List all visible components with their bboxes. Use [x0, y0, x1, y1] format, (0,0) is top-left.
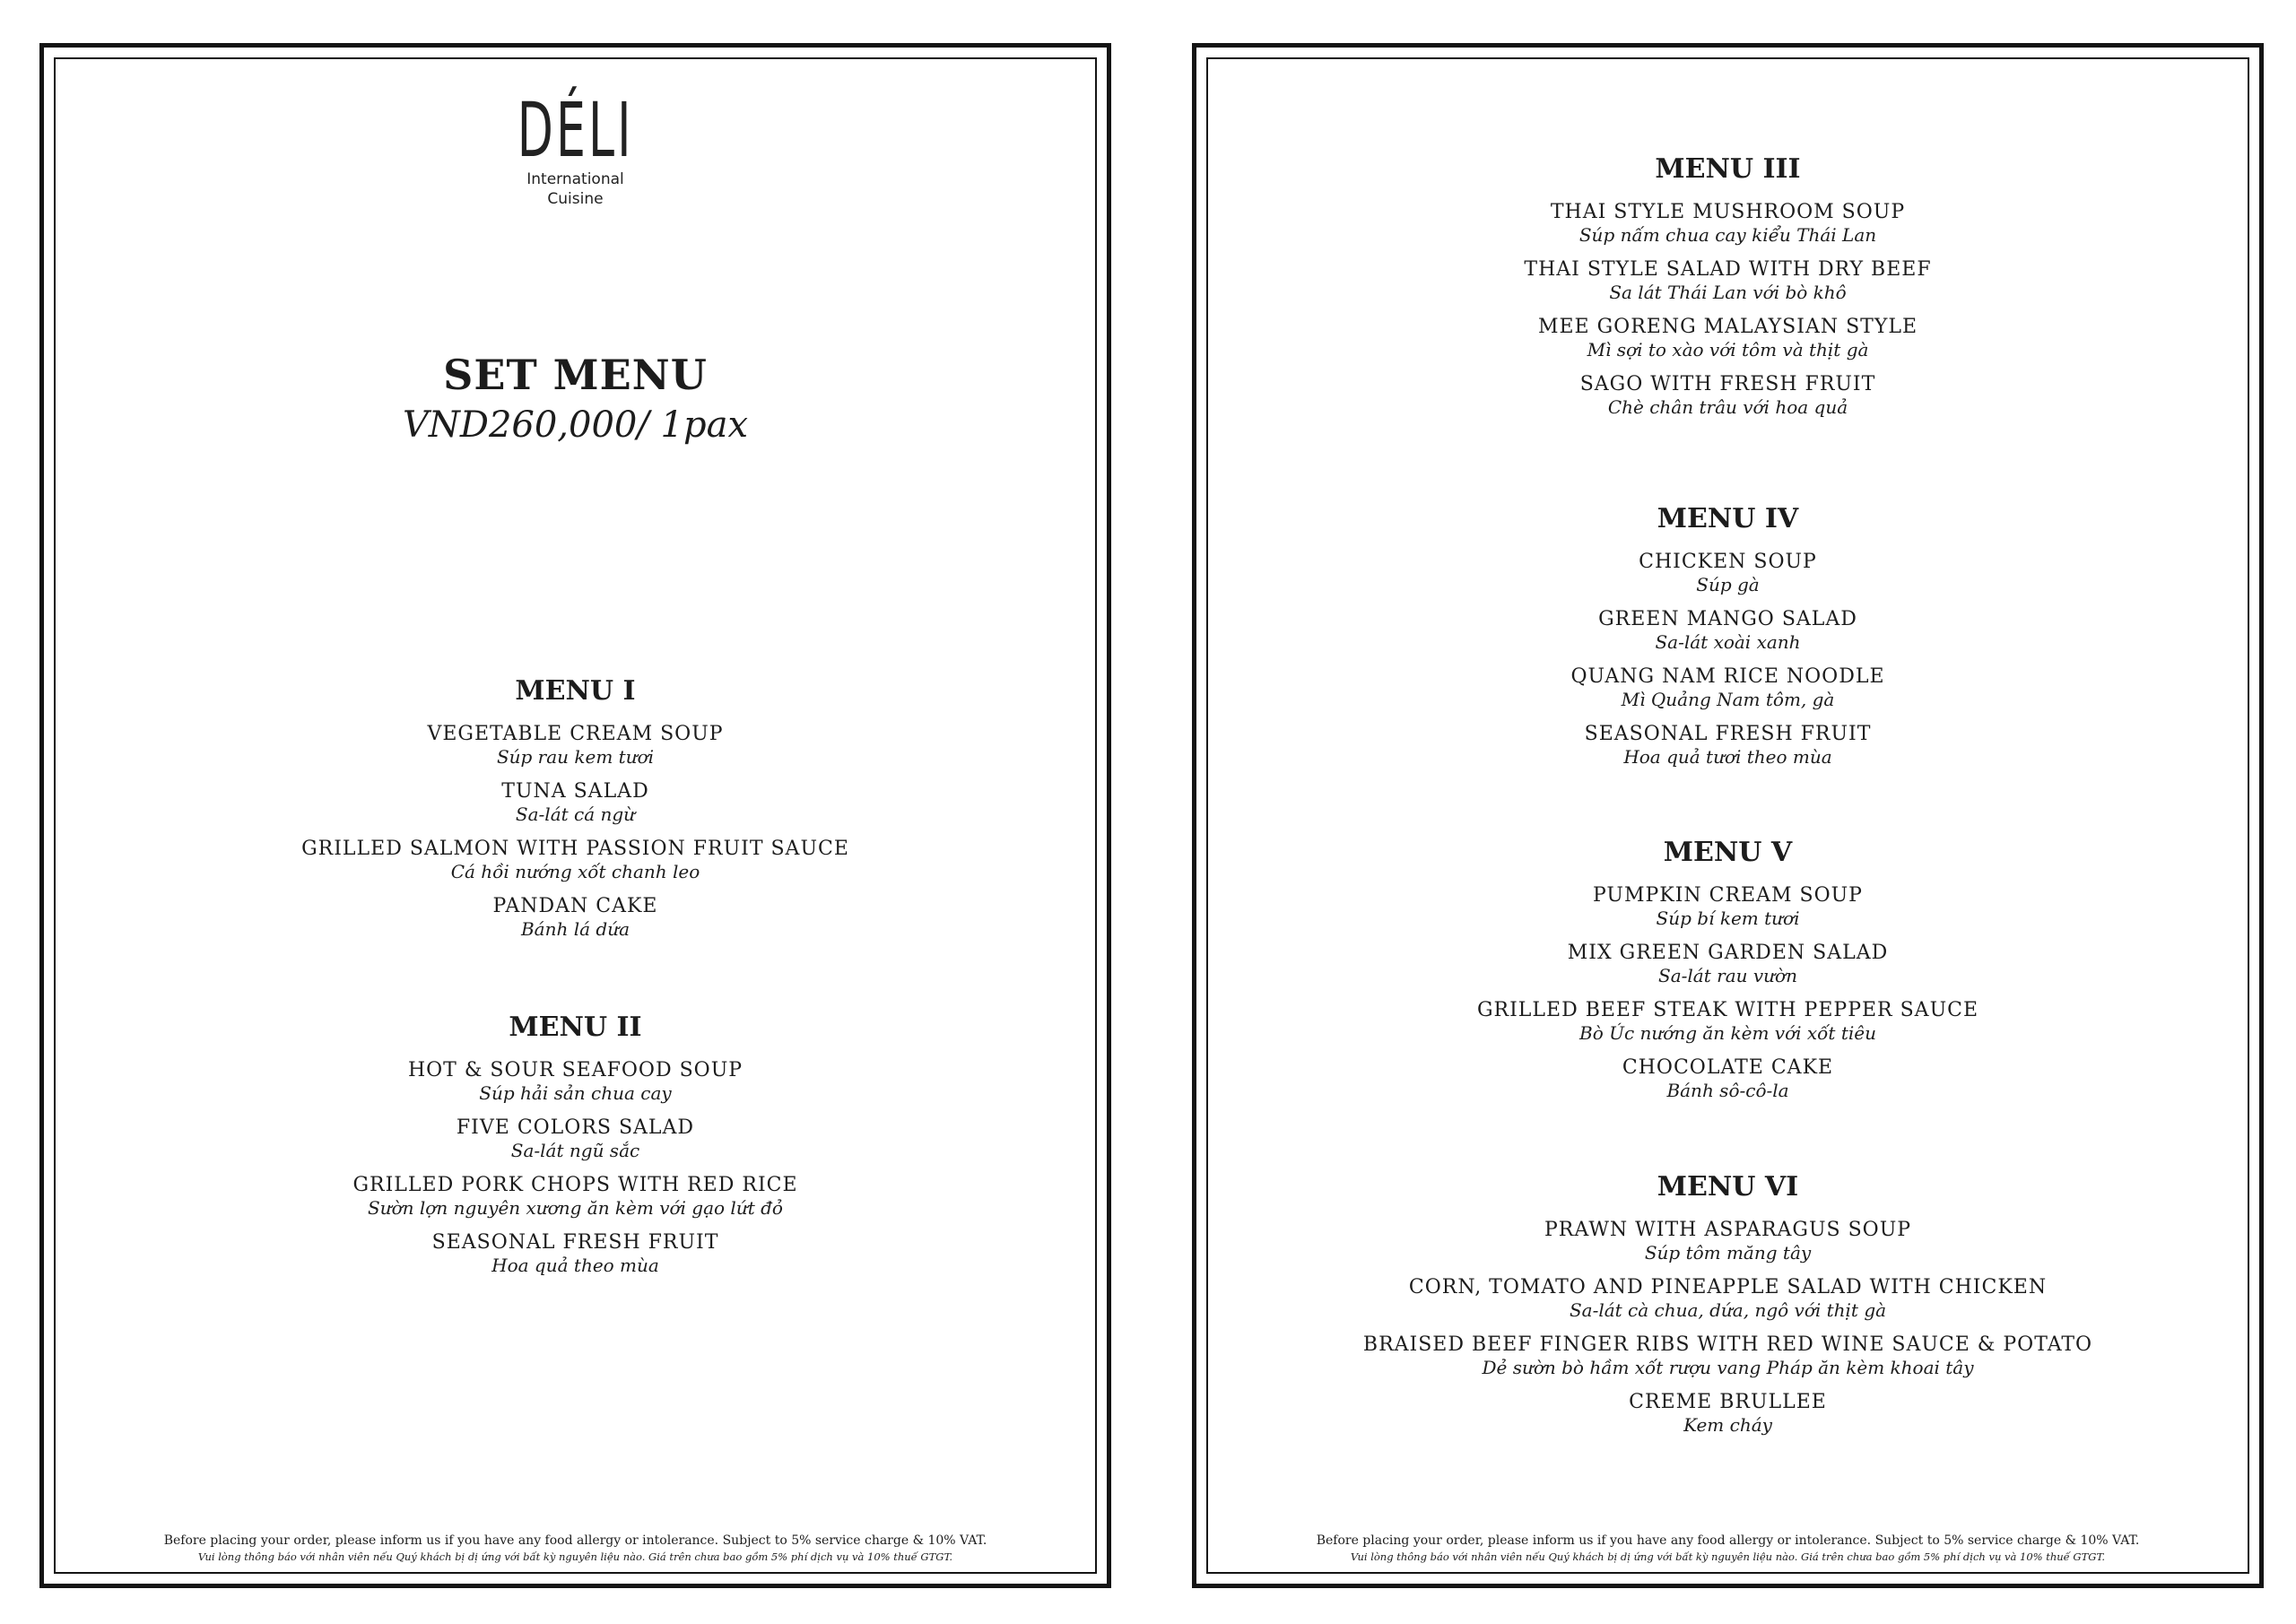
- dish-item: [1196, 1219, 2259, 1264]
- dish-item: [1196, 665, 2259, 710]
- dish-name-vn: Sườn lợn nguyên xương ăn kèm với gạo lứt đỏ: [368, 1197, 783, 1219]
- dish-item: [1196, 942, 2259, 986]
- dish-name-en: GRILLED PORK CHOPS WITH RED RICE: [352, 1174, 798, 1196]
- dish-name-vn: Súp nấm chua cay kiểu Thái Lan: [1578, 224, 1877, 246]
- dish-name-vn: Hoa quả theo mùa: [491, 1255, 659, 1276]
- dish-item: [1196, 1391, 2259, 1436]
- dish-item: [44, 1116, 1107, 1161]
- dish-name-vn: Sa-lát cà chua, dứa, ngô với thịt gà: [1569, 1299, 1887, 1321]
- allergy-notice-vn: Vui lòng thông báo với nhân viên nếu Quý khách bị dị ứng với bất kỳ nguyên liệu nào. Giá trên chưa bao gồm 5% phí dịch vụ và 10% thuế GTGT.: [197, 1550, 953, 1563]
- dish-name-en: VEGETABLE CREAM SOUP: [427, 723, 724, 745]
- dish-name-en: MEE GORENG MALAYSIAN STYLE: [1537, 316, 1918, 338]
- dish-name-vn: Súp gà: [1696, 574, 1760, 595]
- dish-name-en: CHICKEN SOUP: [1639, 551, 1817, 573]
- dish-name-vn: Hoa quả tươi theo mùa: [1623, 746, 1832, 768]
- dish-name-vn: Sa-lát xoài xanh: [1655, 631, 1801, 653]
- dish-name-vn: Súp hải sản chua cay: [479, 1082, 672, 1104]
- dish-name-en: PANDAN CAKE: [492, 895, 658, 917]
- menu-heading: MENU III: [1655, 153, 1801, 185]
- dish-name-vn: Bò Úc nướng ăn kèm với xốt tiêu: [1579, 1022, 1876, 1044]
- dish-name-vn: Súp bí kem tươi: [1656, 908, 1800, 929]
- dish-name-vn: Dẻ sườn bò hầm xốt rượu vang Pháp ăn kèm khoai tây: [1482, 1357, 1974, 1378]
- menu-page-right: [1192, 43, 2264, 1588]
- dish-name-en: FIVE COLORS SALAD: [456, 1116, 695, 1139]
- dish-name-vn: Cá hồi nướng xốt chanh leo: [450, 861, 700, 882]
- dish-name-vn: Súp tôm măng tây: [1644, 1242, 1812, 1264]
- dish-item: [1196, 884, 2259, 929]
- dish-name-en: QUANG NAM RICE NOODLE: [1570, 665, 1885, 688]
- dish-name-en: CREME BRULLEE: [1629, 1391, 1827, 1413]
- allergy-notice-en: Before placing your order, please inform us if you have any food allergy or intolerance. Subject to 5% service charge & 10% VAT.: [163, 1533, 987, 1548]
- dish-item: [44, 1059, 1107, 1104]
- dish-name-en: PRAWN WITH ASPARAGUS SOUP: [1544, 1219, 1912, 1241]
- allergy-notice: [44, 1532, 1107, 1564]
- dish-item: [1196, 608, 2259, 653]
- allergy-notice: [1196, 1532, 2259, 1564]
- deli-logo: [44, 86, 1107, 208]
- dish-name-en: SEASONAL FRESH FRUIT: [431, 1231, 719, 1254]
- menu-section: [1196, 837, 2259, 1114]
- dish-item: [1196, 1056, 2259, 1101]
- menu-section: [44, 675, 1107, 952]
- dish-item: [1196, 723, 2259, 768]
- menu-heading: MENU I: [515, 675, 636, 707]
- dish-name-vn: Bánh lá dứa: [520, 918, 631, 940]
- dish-item: [1196, 201, 2259, 246]
- dish-item: [1196, 1276, 2259, 1321]
- dish-name-vn: Sa lát Thái Lan với bò khô: [1609, 282, 1847, 303]
- dish-name-vn: Sa-lát rau vườn: [1658, 965, 1797, 986]
- dish-item: [44, 1231, 1107, 1276]
- dish-item: [44, 838, 1107, 882]
- dish-name-vn: Kem cháy: [1683, 1414, 1772, 1436]
- dish-item: [44, 1174, 1107, 1219]
- set-menu-price: VND260,000/ 1pax: [402, 404, 749, 446]
- dish-item: [1196, 258, 2259, 303]
- dish-item: [1196, 316, 2259, 360]
- menu-heading: MENU IV: [1657, 503, 1799, 534]
- dish-name-en: THAI STYLE MUSHROOM SOUP: [1550, 201, 1906, 223]
- menu-page-left: [39, 43, 1111, 1588]
- logo-subtitle-line2: Cuisine: [547, 190, 604, 208]
- dish-item: [44, 723, 1107, 768]
- menu-section: [44, 1012, 1107, 1289]
- menu-section: [1196, 153, 2259, 430]
- dish-item: [1196, 1333, 2259, 1378]
- menu-heading: MENU V: [1663, 837, 1793, 868]
- logo-subtitle-line1: International: [526, 170, 624, 188]
- dish-name-vn: Súp rau kem tươi: [496, 746, 655, 768]
- dish-name-en: CHOCOLATE CAKE: [1622, 1056, 1834, 1079]
- menu-heading: MENU VI: [1657, 1171, 1799, 1203]
- dish-name-en: GRILLED SALMON WITH PASSION FRUIT SAUCE: [301, 838, 849, 860]
- dish-name-vn: Sa-lát cá ngừ: [515, 803, 636, 825]
- dish-name-vn: Chè chân trâu với hoa quả: [1607, 396, 1848, 418]
- dish-name-en: BRAISED BEEF FINGER RIBS WITH RED WINE SAUCE & POTATO: [1362, 1333, 2093, 1356]
- dish-item: [1196, 999, 2259, 1044]
- dish-item: [1196, 373, 2259, 418]
- set-menu-title: SET MENU: [443, 351, 708, 399]
- dish-name-en: SAGO WITH FRESH FRUIT: [1579, 373, 1876, 395]
- dish-name-vn: Sa-lát ngũ sắc: [510, 1140, 640, 1161]
- dish-name-en: GRILLED BEEF STEAK WITH PEPPER SAUCE: [1476, 999, 1979, 1021]
- allergy-notice-en: Before placing your order, please inform us if you have any food allergy or intolerance. Subject to 5% service charge & 10% VAT.: [1316, 1533, 2140, 1548]
- menu-section: [1196, 1171, 2259, 1448]
- dish-name-vn: Bánh sô-cô-la: [1666, 1080, 1789, 1101]
- allergy-notice-vn: Vui lòng thông báo với nhân viên nếu Quý khách bị dị ứng với bất kỳ nguyên liệu nào. Giá trên chưa bao gồm 5% phí dịch vụ và 10% thuế GTGT.: [1350, 1550, 2106, 1563]
- dish-name-en: PUMPKIN CREAM SOUP: [1593, 884, 1863, 907]
- dish-name-en: MIX GREEN GARDEN SALAD: [1567, 942, 1889, 964]
- dish-name-en: SEASONAL FRESH FRUIT: [1584, 723, 1872, 745]
- dish-item: [44, 895, 1107, 940]
- dish-name-en: HOT & SOUR SEAFOOD SOUP: [407, 1059, 744, 1081]
- dish-name-en: THAI STYLE SALAD WITH DRY BEEF: [1524, 258, 1932, 281]
- menu-section: [1196, 503, 2259, 780]
- dish-name-en: TUNA SALAD: [501, 780, 649, 803]
- logo-wordmark: DÉLI: [517, 86, 634, 174]
- dish-item: [1196, 551, 2259, 595]
- menu-heading: MENU II: [509, 1012, 642, 1043]
- dish-name-en: GREEN MANGO SALAD: [1598, 608, 1857, 630]
- dish-item: [44, 780, 1107, 825]
- dish-name-en: CORN, TOMATO AND PINEAPPLE SALAD WITH CHICKEN: [1408, 1276, 2048, 1298]
- dish-name-vn: Mì Quảng Nam tôm, gà: [1621, 689, 1835, 710]
- dish-name-vn: Mì sợi to xào với tôm và thịt gà: [1587, 339, 1869, 360]
